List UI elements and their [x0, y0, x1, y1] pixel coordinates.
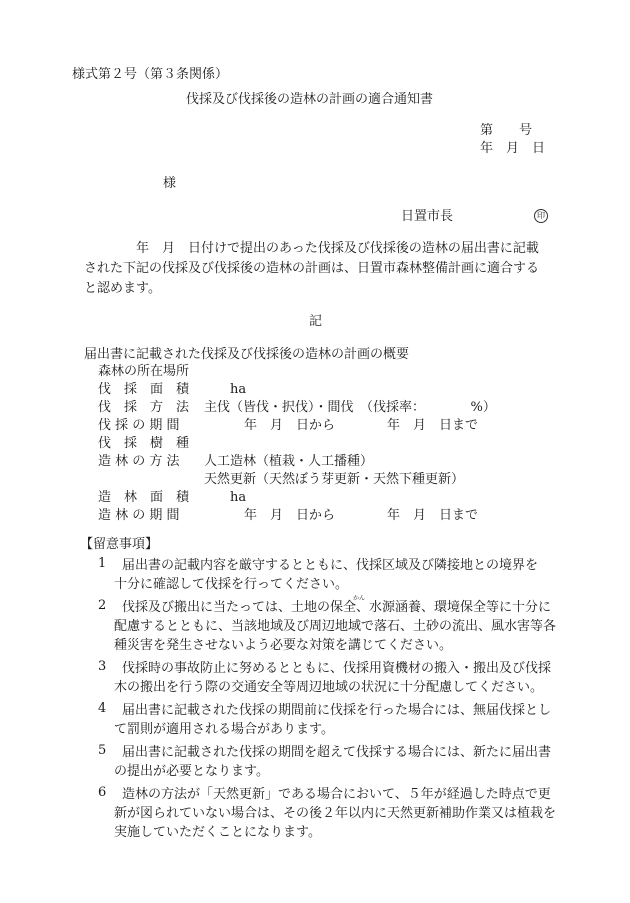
note-line: 木の搬出を行う際の交通安全等周辺地域の状況に十分配慮してください。 — [114, 680, 544, 695]
field-method — [84, 401, 584, 419]
field-location — [84, 365, 584, 383]
note-number: 6 — [98, 785, 107, 800]
summary-heading: 届出書に記載された伐採及び伐採後の造林の計画の概要 — [84, 347, 410, 362]
note-line: 伐採時の事故防止に努めるとともに、伐採用資機材の搬入・搬出及び伐採 — [122, 661, 552, 676]
field-species — [84, 437, 584, 455]
note-line: 造林の方法が「天然更新」である場合において、５年が経過した時点で更 — [122, 787, 551, 802]
body-line: 年 月 日付けで提出のあった伐採及び伐採後の造林の届出書に記載 — [136, 241, 539, 256]
note-line: 実施していただくことになります。 — [114, 825, 321, 840]
note-line: 届出書の記載内容を厳守するとともに、伐採区域及び隣接地との境界を — [122, 558, 539, 573]
seal-icon: 印 — [534, 209, 548, 223]
field-area — [84, 383, 584, 401]
plan-fields — [84, 365, 584, 527]
note-item — [90, 743, 590, 781]
field-label: 伐 採 の 期 間 — [98, 418, 180, 433]
field-label: 森林の所在場所 — [98, 364, 190, 379]
note-item — [90, 659, 590, 697]
body-line: と認めます。 — [84, 281, 161, 296]
area-unit: ha — [230, 382, 247, 397]
note-item — [90, 701, 590, 739]
field-period — [84, 419, 584, 437]
reforest-method-value: 人工造林（植栽・人工播種） — [204, 454, 374, 469]
reforest-area-unit: ha — [230, 490, 247, 505]
period-value: 年 月 日から 年 月 日まで — [244, 418, 479, 433]
note-number: 5 — [98, 743, 107, 758]
method-value: 主伐（皆伐・択伐）・間伐 （伐採率： %） — [204, 400, 496, 415]
issuer-name: 日置市長 — [401, 209, 454, 224]
field-reforest-area — [84, 491, 584, 509]
note-line: て罰則が適用される場合があります。 — [114, 722, 334, 737]
field-label: 造 林 の 期 間 — [98, 508, 180, 523]
issue-date: 年 月 日 — [480, 141, 546, 156]
body-line: された下記の伐採及び伐採後の造林の計画は、日置市森林整備計画に適合する — [84, 261, 540, 276]
body-paragraph — [84, 242, 584, 302]
note-line: の提出が必要となります。 — [114, 764, 269, 779]
note-item — [90, 785, 590, 842]
note-line: 種災害を発生させないよう必要な対策を講じてください。 — [114, 638, 453, 653]
notes-heading: 【留意事項】 — [80, 537, 159, 552]
field-label: 造 林 の 方 法 — [98, 454, 180, 469]
document-title: 伐採及び伐採後の造林の計画の適合通知書 — [186, 92, 434, 107]
notes-list — [90, 556, 590, 846]
note-number: 3 — [98, 659, 107, 674]
field-label: 伐 採 樹 種 — [98, 436, 190, 451]
field-label: 造 林 面 積 — [98, 490, 190, 505]
seal-mark — [534, 209, 548, 223]
ruby-annotation: かん — [353, 595, 366, 602]
note-item — [90, 595, 590, 655]
note-line: 届出書に記載された伐採の期間を超えて伐採する場合には、新たに届出書 — [122, 745, 552, 760]
note-number: 1 — [98, 556, 107, 571]
field-label: 伐 採 方 法 — [98, 400, 190, 415]
addressee-suffix: 様 — [163, 176, 177, 191]
note-line: 新が図られていない場合は、その後２年以内に天然更新補助作業又は植栽を — [114, 806, 557, 821]
field-reforest-period — [84, 509, 584, 527]
reforest-period-value: 年 月 日から 年 月 日まで — [244, 508, 479, 523]
note-line: 配慮するとともに、当該地域及び周辺地域で落石、土砂の流出、風水害等各 — [114, 619, 557, 634]
field-label: 伐 採 面 積 — [98, 382, 190, 397]
reforest-method-value: 天然更新（天然ぼう芽更新・天然下種更新） — [204, 472, 465, 487]
note-line: 伐採及び搬出に当たっては、土地の保全、水源涵養、環境保全等に十分に — [122, 600, 552, 615]
reference-number: 第 号 — [480, 123, 533, 138]
note-number: 4 — [98, 701, 107, 716]
note-line: 十分に確認して伐採を行ってください。 — [114, 577, 349, 592]
field-reforest-method-2 — [84, 473, 584, 491]
note-line: 届出書に記載された伐採の期間前に伐採を行った場合には、無届伐採とし — [122, 703, 552, 718]
form-number: 様式第２号（第３条関係） — [72, 67, 229, 82]
ki-heading: 記 — [309, 314, 323, 329]
field-reforest-method — [84, 455, 584, 473]
note-number: 2 — [98, 598, 107, 613]
note-item — [90, 556, 590, 594]
